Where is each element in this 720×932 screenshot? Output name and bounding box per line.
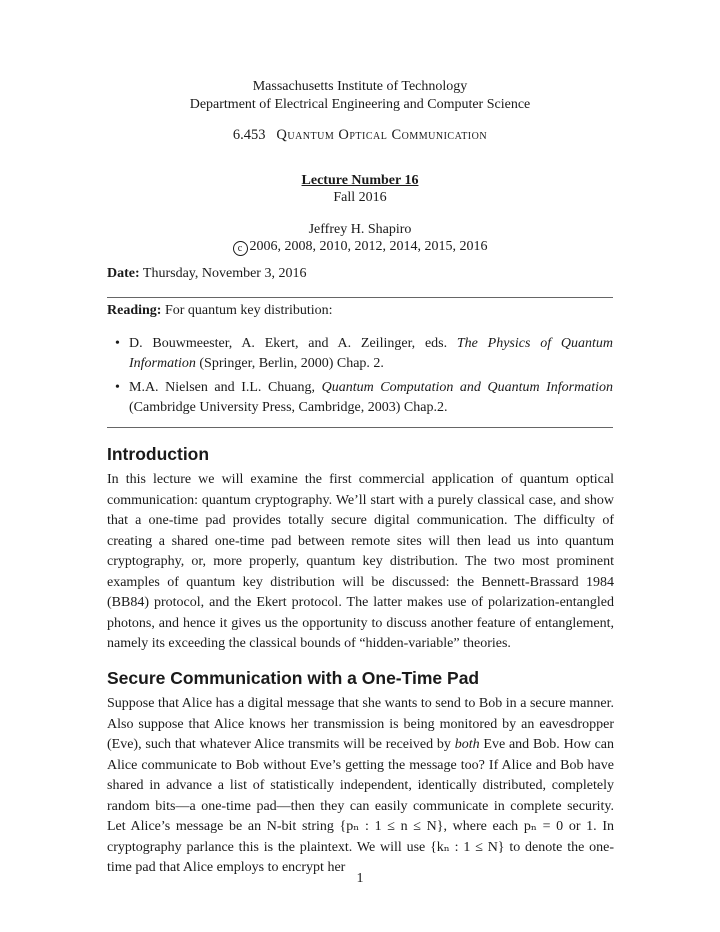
- course-heading: [0, 125, 720, 146]
- bullet-icon: •: [115, 336, 120, 351]
- divider-bottom: [107, 427, 613, 428]
- department: Department of Electrical Engineering and Computer Science: [189, 97, 531, 112]
- section-heading-one-time-pad: Secure Communication with a One-Time Pad: [107, 668, 480, 688]
- reading-item: [115, 334, 613, 374]
- section-body-one-time-pad: Suppose that Alice has a digital message that she wants to send to Bob in a secure manner. Also suppose that Alice knows her transmission is being monitored by an eavesdropper (Eve), such that whatever Alice transmits will be received by both Eve and Bob. How can Alice communicate to Bob without Eve’s getting the message too? If Alice and Bob have shared in advance a list of statistically independent, identically distributed, completely random bits—a one-time pad—then they can easily communicate in complete security. Let Alice’s message be an N-bit string {pₙ : 1 ≤ n ≤ N}, where each pₙ = 0 or 1. In cryptography parlance this is the plaintext. We will use {kₙ : 1 ≤ N} to denote the one-time pad that Alice employs to encrypt her: [107, 696, 615, 875]
- copyright-years: 2006, 2008, 2010, 2012, 2014, 2015, 2016: [249, 239, 488, 254]
- page-number: 1: [356, 871, 364, 886]
- copyright-icon: c: [233, 241, 248, 256]
- course-title: Quantum Optical Communication: [276, 127, 488, 143]
- author: Jeffrey H. Shapiro: [308, 222, 412, 237]
- reading-line: [107, 303, 613, 319]
- reading-item-authors: D. Bouwmeester, A. Ekert, and A. Zeilinger, eds.: [129, 336, 448, 351]
- term: Fall 2016: [333, 190, 387, 205]
- reading-item-title: Quantum Computation and Quantum Information: [321, 380, 614, 395]
- institution: Massachusetts Institute of Technology: [252, 79, 468, 94]
- reading-value: For quantum key distribution:: [164, 303, 333, 318]
- date-value: Thursday, November 3, 2016: [142, 266, 307, 281]
- course-number: 6.453: [232, 127, 266, 143]
- reading-label: Reading:: [107, 303, 162, 318]
- bullet-icon: •: [115, 380, 120, 395]
- reading-item-details: (Springer, Berlin, 2000) Chap. 2.: [199, 356, 384, 371]
- reading-item-title: The Physics of Quantum Information: [129, 336, 613, 371]
- reading-item: [115, 378, 613, 418]
- date-label: Date:: [107, 266, 140, 281]
- section-heading-introduction: Introduction: [107, 444, 210, 464]
- copyright: [0, 236, 720, 257]
- date-line: [107, 266, 613, 282]
- reading-item-authors: M.A. Nielsen and I.L. Chuang,: [129, 380, 316, 395]
- lecture-number: Lecture Number 16: [301, 173, 419, 188]
- divider-top: [107, 297, 613, 298]
- section-body-introduction: In this lecture we will examine the first commercial application of quantum optical communication: quantum cryptography. We’ll start with a purely classical case, and show that a one-time pad provides totally secure digital communication. The difficulty of creating a shared one-time pad between remote sites will then lead us into quantum cryptography, or, more properly, quantum key distribution. The two most prominent examples of quantum key distribution will be discussed: the Bennett-Brassard 1984 (BB84) protocol, and the Ekert protocol. The latter makes use of polarization-entangled photons, and hence it gives us the opportunity to discuss another feature of entanglement, namely its exceeding the classical bounds of “hidden-variable” theories.: [107, 472, 614, 651]
- reading-item-details: (Cambridge University Press, Cambridge, 2003) Chap.2.: [129, 400, 448, 415]
